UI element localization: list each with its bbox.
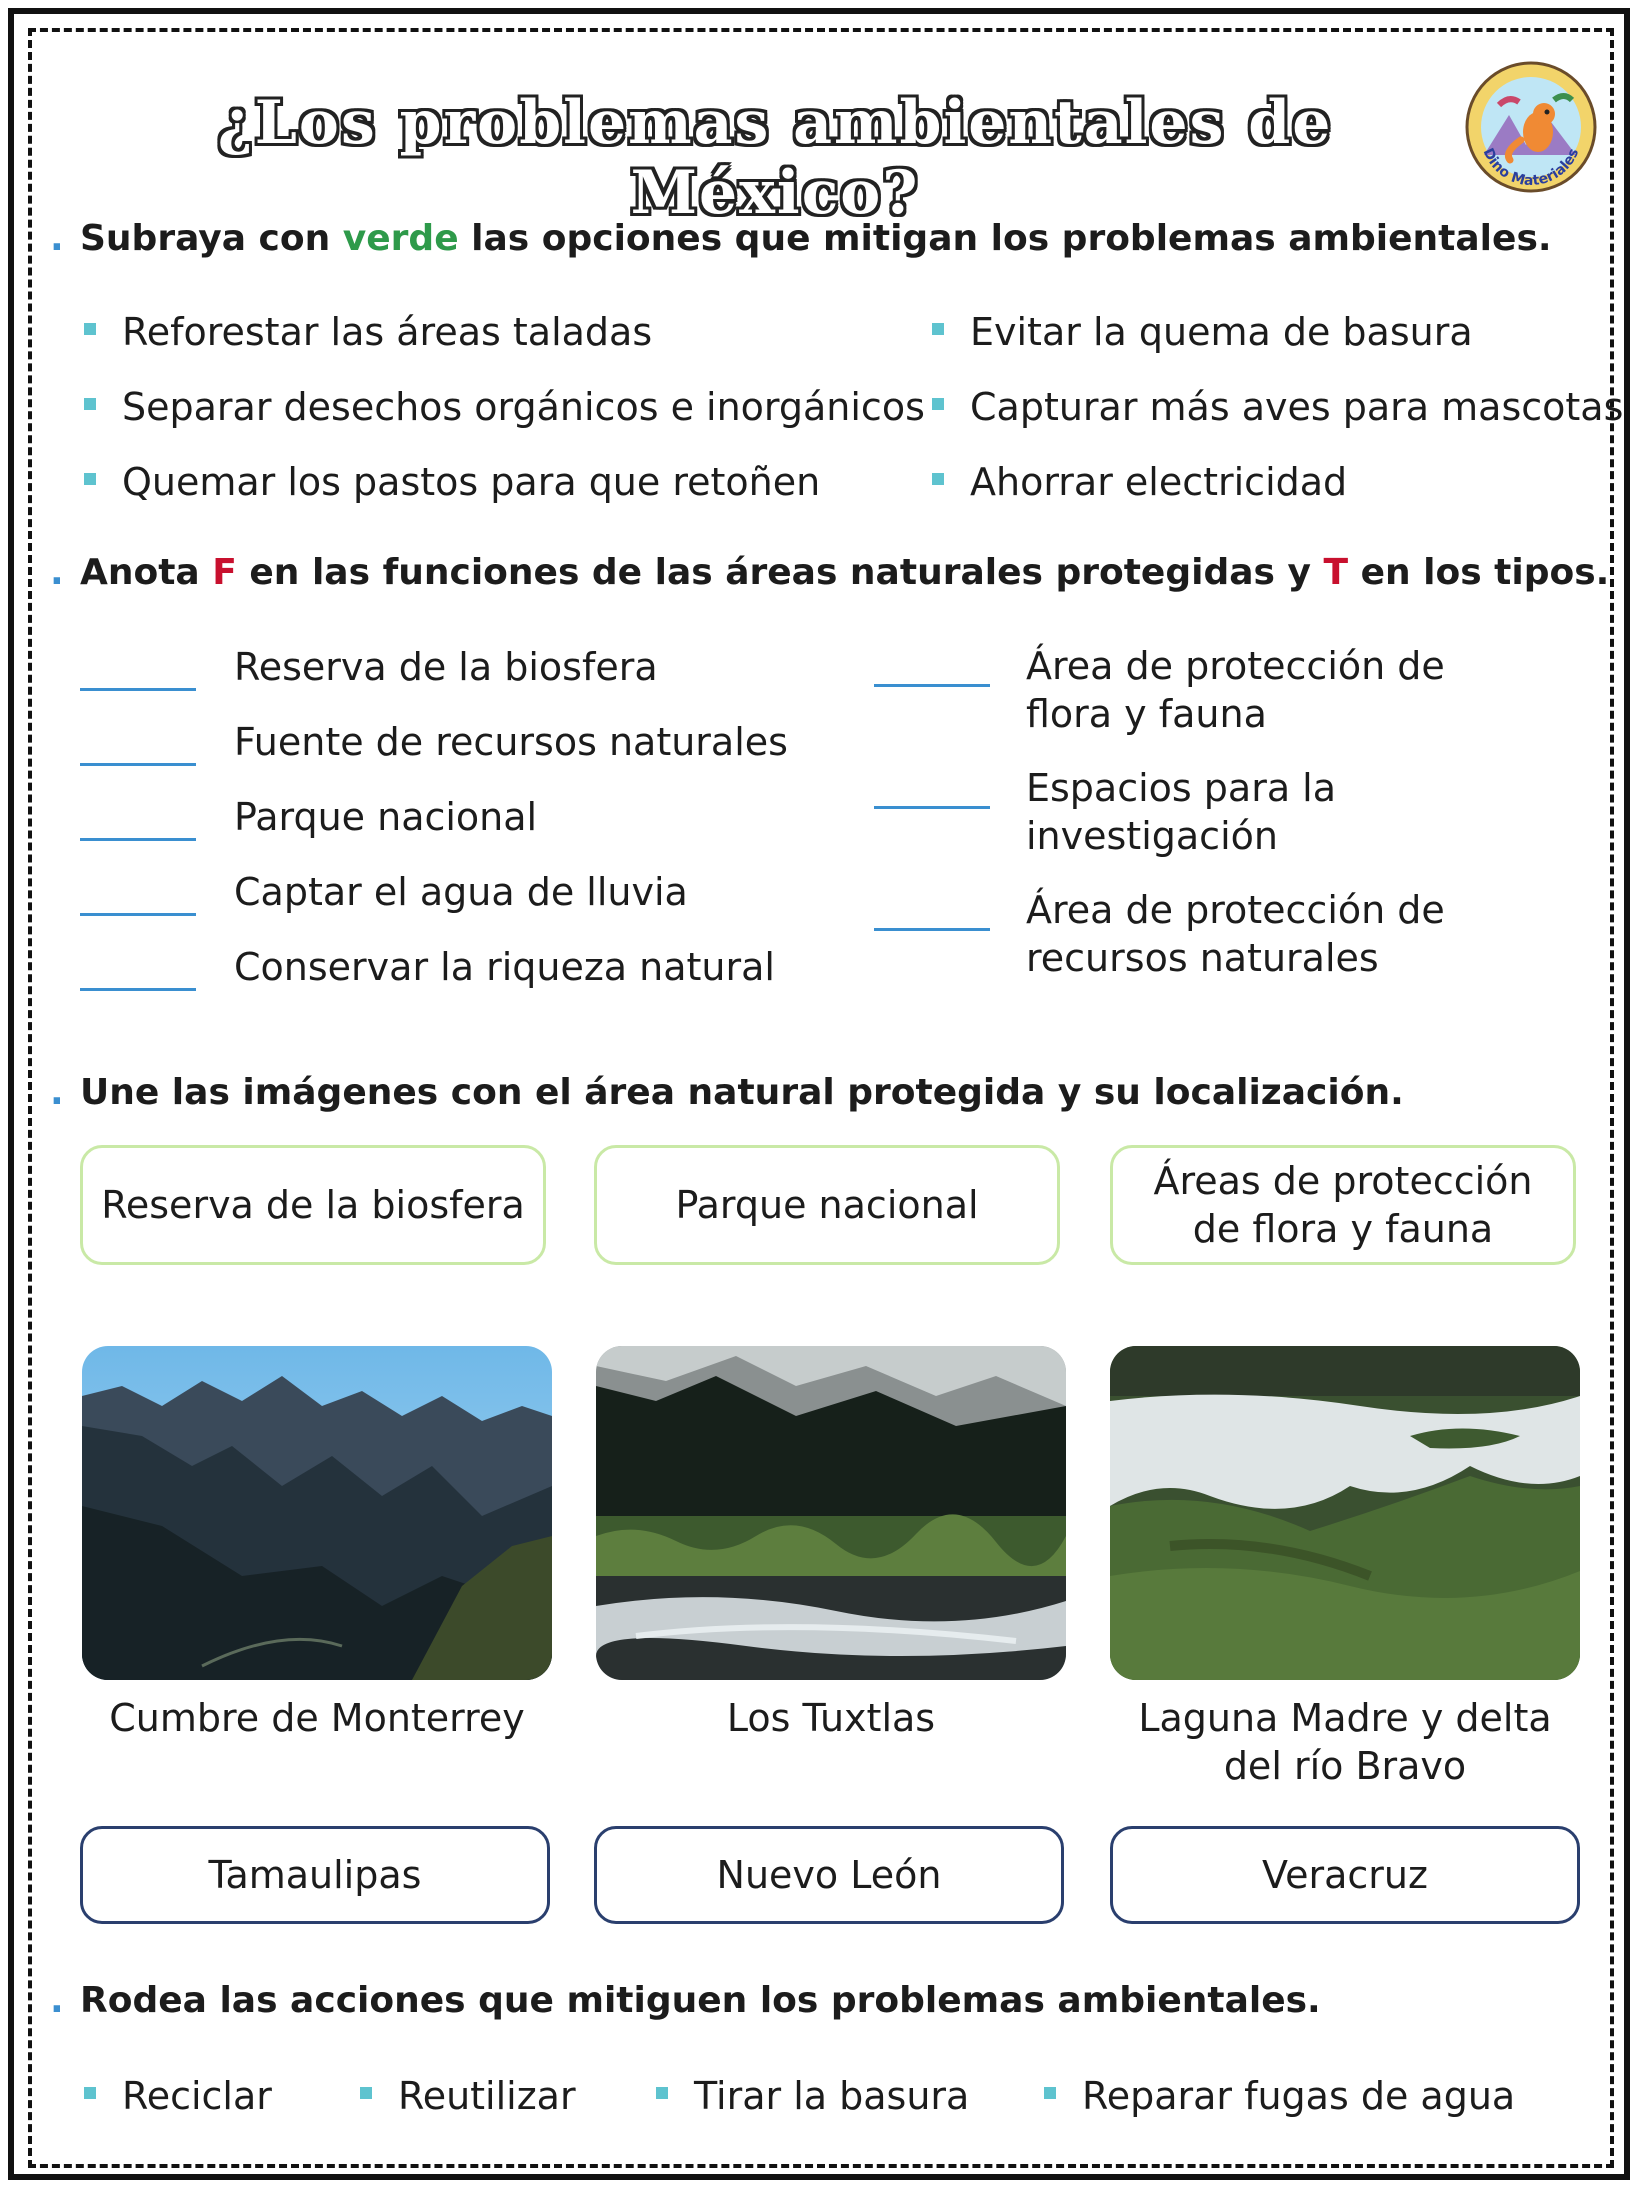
bullet-square-icon — [84, 473, 96, 485]
answer-blank[interactable] — [874, 928, 990, 931]
item-label: Área de protección de recursos naturales — [1026, 888, 1445, 980]
area-type-box[interactable]: Parque nacional — [594, 1145, 1060, 1265]
color-word-verde: verde — [342, 218, 459, 259]
action-option[interactable]: Reciclar — [84, 2074, 272, 2118]
page-title: ¿Los problemas ambientales de México? — [217, 88, 1333, 228]
letter-f: F — [212, 552, 237, 593]
letter-t: T — [1323, 552, 1349, 593]
option-item[interactable]: Separar desechos orgánicos e inorgánicos — [84, 385, 925, 429]
action-option[interactable]: Reparar fugas de agua — [1044, 2074, 1515, 2118]
answer-blank[interactable] — [80, 913, 196, 916]
option-item[interactable]: Capturar más aves para mascotas — [932, 385, 1623, 429]
answer-blank[interactable] — [874, 684, 990, 687]
item-label: Reserva de la biosfera — [234, 645, 658, 689]
photo-caption: Los Tuxtlas — [726, 1696, 936, 1740]
answer-blank[interactable] — [80, 838, 196, 841]
photo-mountains[interactable] — [82, 1346, 552, 1680]
instruction-underline-green: . Subraya con verde las opciones que mitigan los problemas ambientales. — [50, 218, 1552, 259]
bullet-square-icon — [360, 2087, 372, 2099]
state-box[interactable]: Nuevo León — [594, 1826, 1064, 1924]
option-item[interactable]: Evitar la quema de basura — [932, 310, 1473, 354]
instruction-match-images: . Une las imágenes con el área natural protegida y su localización. — [50, 1072, 1404, 1113]
logo-text: Dino Materiales — [1479, 145, 1583, 190]
item-label: Espacios para la investigación — [1026, 766, 1337, 858]
option-item[interactable]: Reforestar las áreas taladas — [84, 310, 652, 354]
instruction-circle-actions: . Rodea las acciones que mitiguen los problemas ambientales. — [50, 1980, 1321, 2021]
section-dot: . — [50, 1980, 64, 2021]
instruction-annotate-f-t: . Anota F en las funciones de las áreas naturales protegidas y T en los tipos. — [50, 552, 1610, 593]
photo-wetland[interactable] — [596, 1346, 1066, 1680]
bullet-square-icon — [932, 398, 944, 410]
action-option[interactable]: Tirar la basura — [656, 2074, 969, 2118]
answer-blank[interactable] — [874, 806, 990, 809]
option-item[interactable]: Quemar los pastos para que retoñen — [84, 460, 820, 504]
state-box[interactable]: Tamaulipas — [80, 1826, 550, 1924]
bullet-square-icon — [1044, 2087, 1056, 2099]
photo-caption: Laguna Madre y delta del río Bravo — [1138, 1696, 1552, 1788]
item-label: Fuente de recursos naturales — [234, 720, 788, 764]
photo-lagoon[interactable] — [1110, 1346, 1580, 1680]
action-option[interactable]: Reutilizar — [360, 2074, 576, 2118]
section-dot: . — [50, 218, 64, 259]
bullet-square-icon — [932, 473, 944, 485]
section-dot: . — [50, 552, 64, 593]
item-label: Captar el agua de lluvia — [234, 870, 688, 914]
area-type-box[interactable]: Reserva de la biosfera — [80, 1145, 546, 1265]
bullet-square-icon — [84, 323, 96, 335]
answer-blank[interactable] — [80, 688, 196, 691]
section-dot: . — [50, 1072, 64, 1113]
bullet-square-icon — [84, 398, 96, 410]
answer-blank[interactable] — [80, 763, 196, 766]
bullet-square-icon — [656, 2087, 668, 2099]
state-box[interactable]: Veracruz — [1110, 1826, 1580, 1924]
item-label: Parque nacional — [234, 795, 538, 839]
item-label: Área de protección de flora y fauna — [1026, 644, 1445, 736]
item-label: Conservar la riqueza natural — [234, 945, 775, 989]
answer-blank[interactable] — [80, 988, 196, 991]
photo-caption: Cumbre de Monterrey — [109, 1696, 525, 1740]
option-item[interactable]: Ahorrar electricidad — [932, 460, 1347, 504]
dino-logo — [1464, 60, 1598, 194]
bullet-square-icon — [84, 2087, 96, 2099]
bullet-square-icon — [932, 323, 944, 335]
area-type-box[interactable]: Áreas de protección de flora y fauna — [1110, 1145, 1576, 1265]
